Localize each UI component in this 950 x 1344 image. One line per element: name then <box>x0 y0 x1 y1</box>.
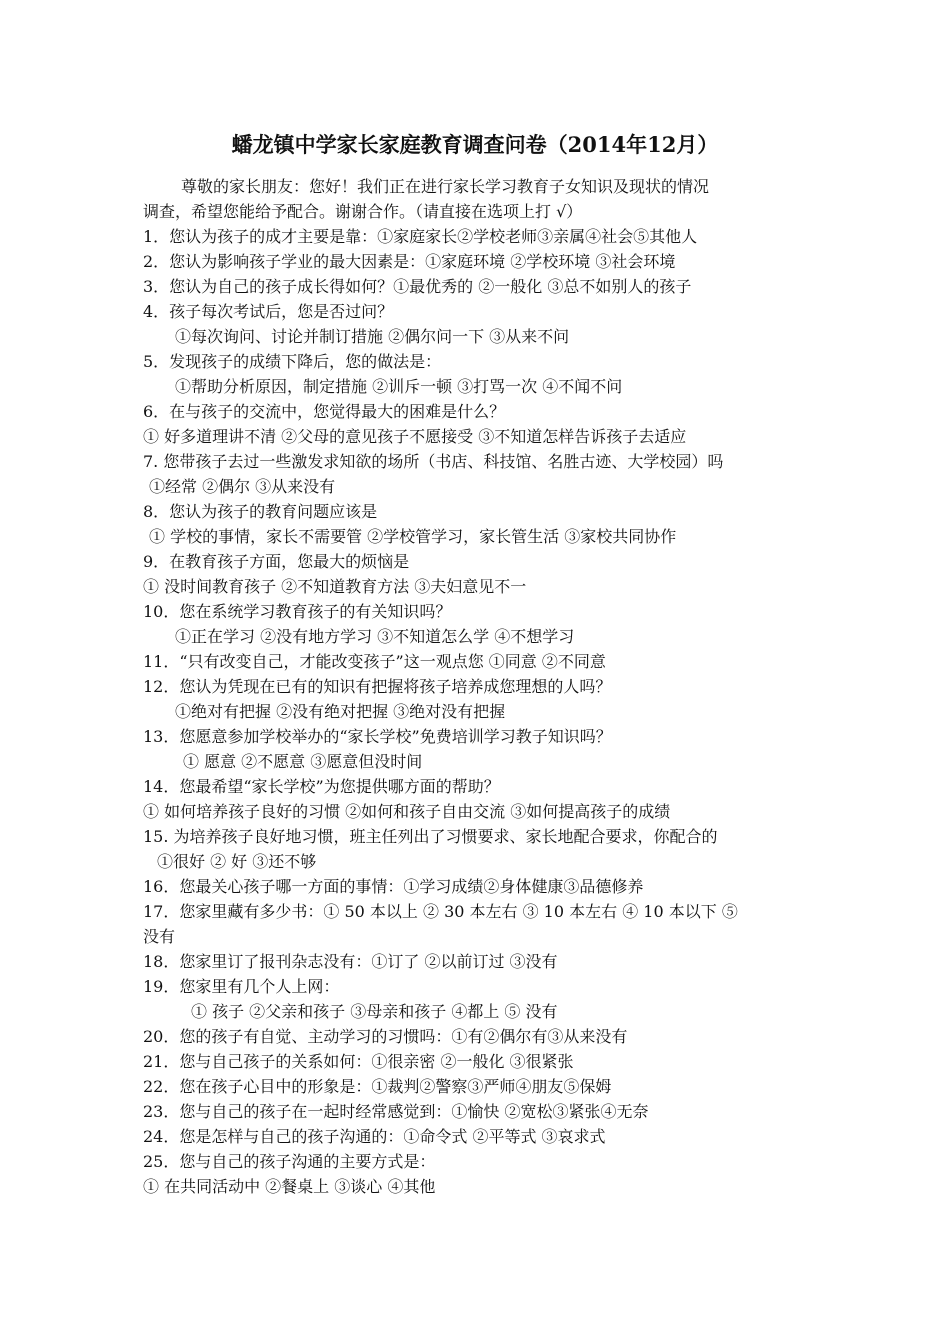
question-19-options: ① 孩子 ②父亲和孩子 ③母亲和孩子 ④都上 ⑤ 没有 <box>191 1002 558 1021</box>
question-25: 25．您与自己的孩子沟通的主要方式是： <box>143 1152 436 1171</box>
question-12-options: ①绝对有把握 ②没有绝对把握 ③绝对没有把握 <box>175 702 506 721</box>
question-12: 12．您认为凭现在已有的知识有把握将孩子培养成您理想的人吗？ <box>143 677 612 696</box>
question-25-options: ① 在共同活动中 ②餐桌上 ③谈心 ④其他 <box>143 1177 436 1196</box>
question-3: 3．您认为自己的孩子成长得如何？①最优秀的 ②一般化 ③总不如别人的孩子 <box>143 277 692 296</box>
question-7-options: ①经常 ②偶尔 ③从来没有 <box>149 477 336 496</box>
question-10-options: ①正在学习 ②没有地方学习 ③不知道怎么学 ④不想学习 <box>175 627 575 646</box>
question-5-options: ①帮助分析原因，制定措施 ②训斥一顿 ③打骂一次 ④不闻不问 <box>175 377 623 396</box>
question-7: 7. 您带孩子去过一些激发求知欲的场所（书店、科技馆、名胜古迹、大学校园）吗 <box>143 452 724 471</box>
question-10: 10．您在系统学习教育孩子的有关知识吗？ <box>143 602 452 621</box>
question-21: 21．您与自己孩子的关系如何：①很亲密 ②一般化 ③很紧张 <box>143 1052 574 1071</box>
question-20: 20．您的孩子有自觉、主动学习的习惯吗：①有②偶尔有③从来没有 <box>143 1027 628 1046</box>
question-1: 1．您认为孩子的成才主要是靠：①家庭家长②学校老师③亲属④社会⑤其他人 <box>143 227 698 246</box>
question-18: 18．您家里订了报刊杂志没有：①订了 ②以前订过 ③没有 <box>143 952 558 971</box>
intro-line: 尊敬的家长朋友：您好！我们正在进行家长学习教育子女知识及现状的情况 <box>181 177 710 196</box>
question-11: 11．“只有改变自己，才能改变孩子”这一观点您 ①同意 ②不同意 <box>143 652 606 671</box>
question-6: 6．在与孩子的交流中，您觉得最大的困难是什么？ <box>143 402 506 421</box>
question-9: 9．在教育孩子方面，您最大的烦恼是 <box>143 552 410 571</box>
question-4: 4．孩子每次考试后，您是否过问？ <box>143 302 394 321</box>
question-8-options: ① 学校的事情，家长不需要管 ②学校管学习，家长管生活 ③家校共同协作 <box>149 527 677 546</box>
question-2: 2．您认为影响孩子学业的最大因素是：①家庭环境 ②学校环境 ③社会环境 <box>143 252 676 271</box>
question-8: 8．您认为孩子的教育问题应该是 <box>143 502 378 521</box>
intro-line: 调查，希望您能给予配合。谢谢合作。（请直接在选项上打 √） <box>143 202 583 221</box>
question-17-continued: 没有 <box>143 927 176 946</box>
question-24: 24．您是怎样与自己的孩子沟通的：①命令式 ②平等式 ③哀求式 <box>143 1127 606 1146</box>
question-23: 23．您与自己的孩子在一起时经常感觉到：①愉快 ②宽松③紧张④无奈 <box>143 1102 649 1121</box>
question-15-options: ①很好 ② 好 ③还不够 <box>157 852 317 871</box>
question-9-options: ① 没时间教育孩子 ②不知道教育方法 ③夫妇意见不一 <box>143 577 527 596</box>
question-16: 16．您最关心孩子哪一方面的事情：①学习成绩②身体健康③品德修养 <box>143 877 644 896</box>
questionnaire-body <box>143 174 815 1199</box>
question-14-options: ① 如何培养孩子良好的习惯 ②如何和孩子自由交流 ③如何提高孩子的成绩 <box>143 802 671 821</box>
question-5: 5．发现孩子的成绩下降后，您的做法是： <box>143 352 442 371</box>
question-13: 13．您愿意参加学校举办的“家长学校”免费培训学习教子知识吗？ <box>143 727 612 746</box>
question-15: 15. 为培养孩子良好地习惯，班主任列出了习惯要求、家长地配合要求，你配合的 <box>143 827 718 846</box>
question-13-options: ① 愿意 ②不愿意 ③愿意但没时间 <box>183 752 423 771</box>
question-4-options: ①每次询问、讨论并制订措施 ②偶尔问一下 ③从来不问 <box>175 327 570 346</box>
question-22: 22．您在孩子心目中的形象是：①裁判②警察③严师④朋友⑤保姆 <box>143 1077 612 1096</box>
page-title: 蟠龙镇中学家长家庭教育调查问卷（2014年12月） <box>231 132 719 157</box>
question-19: 19．您家里有几个人上网： <box>143 977 340 996</box>
question-6-options: ① 好多道理讲不清 ②父母的意见孩子不愿接受 ③不知道怎样告诉孩子去适应 <box>143 427 687 446</box>
question-17: 17．您家里藏有多少书：① 50 本以上 ② 30 本左右 ③ 10 本左右 ④ 10 本以下 ⑤ <box>143 902 738 921</box>
question-14: 14．您最希望“家长学校”为您提供哪方面的帮助？ <box>143 777 500 796</box>
